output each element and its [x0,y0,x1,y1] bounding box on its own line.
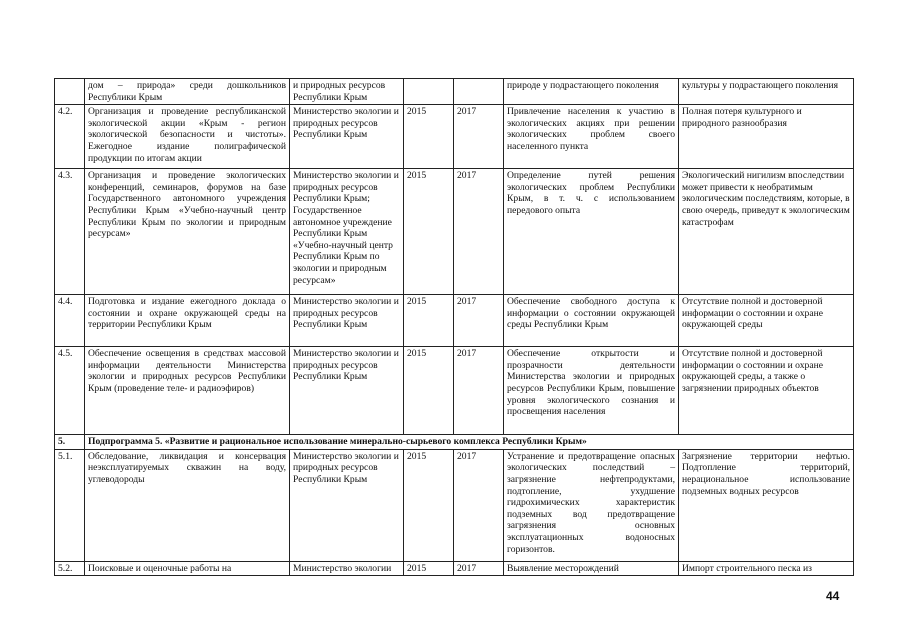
start-year-cell: 2015 [404,169,454,295]
table-row [55,295,854,347]
table-row [55,169,854,295]
end-year-cell: 2017 [454,105,504,169]
risk-cell: культуры у подрастающего поколения [679,79,854,105]
row-number: 4.5. [55,347,85,435]
start-year-cell: 2015 [404,105,454,169]
table-row [55,561,854,576]
responsible-cell: Министерство экологии и природных ресурсов Республики Крым [290,347,404,435]
risk-cell: Экологический нигилизм впоследствии может привести к необратимым экологическим последствиям, которые, в свою очередь, приведут к экологическим катастрофам [679,169,854,295]
table-row [55,105,854,169]
event-cell: дом – природа» среди дошкольников Республики Крым [85,79,290,105]
table-row [55,347,854,435]
result-cell: природе у подрастающего поколения [504,79,679,105]
risk-cell: Отсутствие полной и достоверной информации о состоянии и охране окружающей среды [679,295,854,347]
section-number: 5. [55,435,85,450]
end-year-cell: 2017 [454,169,504,295]
start-year-cell [404,79,454,105]
responsible-cell: Министерство экологии и природных ресурсов Республики Крым [290,105,404,169]
start-year-cell: 2015 [404,449,454,561]
result-cell: Устранение и предотвращение опасных экологических последствий – загрязнение нефтепродуктами, подтопление, ухудшение гидрохимических характеристик подземных вод предотвращение загрязнения основных эксплуатационных водоносных горизонтов. [504,449,679,561]
responsible-cell: Министерство экологии и природных ресурсов Республики Крым; Государственное автономное учреждение Республики Крым «Учебно-научный центр Республики Крым по экологии и природным ресурсам» [290,169,404,295]
row-number: 4.2. [55,105,85,169]
row-number: 5.1. [55,449,85,561]
end-year-cell: 2017 [454,295,504,347]
program-table [54,78,854,576]
event-cell: Обеспечение освещения в средствах массовой информации деятельности Министерства экологии и природных ресурсов Республики Крым (проведение теле- и радиоэфиров) [85,347,290,435]
event-cell: Обследование, ликвидация и консервация неэксплуатируемых скважин на воду, углеводороды [85,449,290,561]
risk-cell: Загрязнение территории нефтью. Подтопление территорий, нерациональное использование подземных водных ресурсов [679,449,854,561]
result-cell: Обеспечение открытости и прозрачности деятельности Министерства экологии и природных ресурсов Республики Крым, повышение уровня экологического сознания и просвещения населения [504,347,679,435]
responsible-cell: Министерство экологии и природных ресурсов Республики Крым [290,295,404,347]
result-cell: Определение путей решения экологических проблем Республики Крым, в т. ч. с использованием передового опыта [504,169,679,295]
start-year-cell: 2015 [404,561,454,576]
table-row [55,449,854,561]
event-cell: Поисковые и оценочные работы на [85,561,290,576]
end-year-cell [454,79,504,105]
event-cell: Организация и проведение республиканской экологической акции «Крым - регион экологической безопасности и чистоты». Ежегодное издание полиграфической продукции по итогам акции [85,105,290,169]
risk-cell: Полная потеря культурного и природного разнообразия [679,105,854,169]
end-year-cell: 2017 [454,449,504,561]
responsible-cell: Министерство экологии [290,561,404,576]
row-number: 4.3. [55,169,85,295]
section-row [55,435,854,450]
start-year-cell: 2015 [404,347,454,435]
row-number [55,79,85,105]
result-cell: Выявление месторождений [504,561,679,576]
responsible-cell: и природных ресурсов Республики Крым [290,79,404,105]
section-title: Подпрограмма 5. «Развитие и рациональное использование минерально-сырьевого комплекса Республики Крым» [85,435,854,450]
start-year-cell: 2015 [404,295,454,347]
row-number: 4.4. [55,295,85,347]
risk-cell: Отсутствие полной и достоверной информации о состоянии и охране окружающей среды, а также о загрязнении природных объектов [679,347,854,435]
event-cell: Подготовка и издание ежегодного доклада о состоянии и охране окружающей среды на территории Республики Крым [85,295,290,347]
event-cell: Организация и проведение экологических конференций, семинаров, форумов на базе Государственного автономного учреждения Республики Крым «Учебно-научный центр Республики Крым по экологии и природным ресурсам» [85,169,290,295]
page-number: 44 [826,589,840,603]
table-row [55,79,854,105]
row-number: 5.2. [55,561,85,576]
responsible-cell: Министерство экологии и природных ресурсов Республики Крым [290,449,404,561]
risk-cell: Импорт строительного песка из [679,561,854,576]
end-year-cell: 2017 [454,347,504,435]
result-cell: Привлечение населения к участию в экологических акциях при решении экологических проблем своего населенного пункта [504,105,679,169]
result-cell: Обеспечение свободного доступа к информации о состоянии окружающей среды Республики Крым [504,295,679,347]
end-year-cell: 2017 [454,561,504,576]
